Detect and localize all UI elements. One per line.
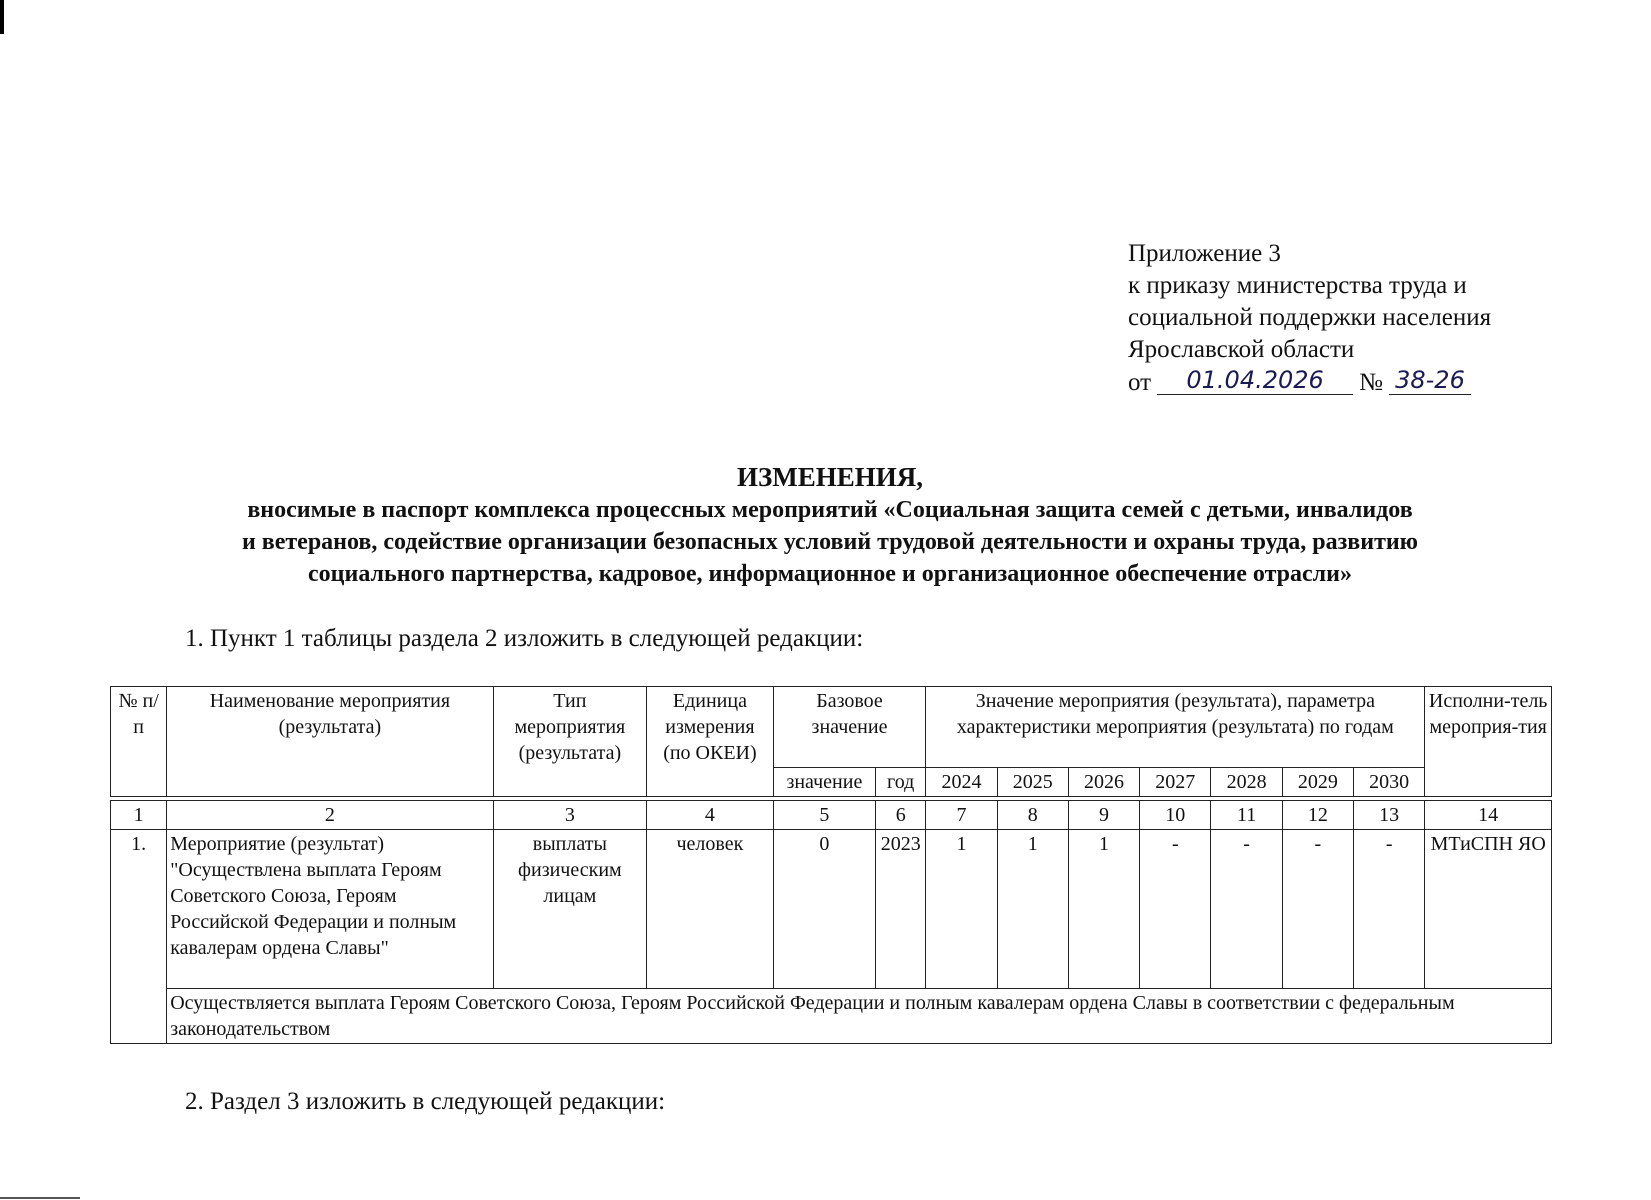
row-description: Осуществляется выплата Героям Советского Союза, Героям Российской Федерации и полным кавалерам ордена Славы в соответствии с федеральным законодательством [167, 989, 1552, 1044]
row-type: выплаты физическим лицам [493, 830, 647, 989]
title-main: ИЗМЕНЕНИЯ, [736, 462, 923, 492]
row-base-value: 0 [773, 830, 875, 989]
from-label: от [1128, 369, 1152, 396]
header-type: Тип мероприятия (результата) [493, 687, 647, 797]
column-number: 6 [876, 801, 926, 830]
column-number: 10 [1140, 801, 1211, 830]
events-table [110, 686, 1552, 1044]
table-row [111, 830, 1552, 989]
header-year: 2026 [1068, 768, 1139, 797]
header-name: Наименование мероприятия (результата) [167, 687, 493, 797]
scan-edge-mark [0, 0, 4, 34]
appendix-line-2: к приказу министерства труда и [1128, 272, 1467, 299]
column-number: 4 [647, 801, 774, 830]
number-label: № [1359, 369, 1383, 396]
appendix-line-3: социальной поддержки населения [1128, 304, 1492, 331]
row-year-value: - [1211, 830, 1282, 989]
header-unit: Единица измерения (по ОКЕИ) [647, 687, 774, 797]
column-number-row [111, 801, 1552, 830]
header-executor: Исполни-тель мероприя-тия [1425, 687, 1552, 797]
row-num: 1. [111, 830, 167, 1044]
header-num: № п/п [111, 687, 167, 797]
header-year: 2029 [1282, 768, 1353, 797]
appendix-line-1: Приложение 3 [1128, 240, 1281, 267]
row-year-value: - [1354, 830, 1425, 989]
order-date-number-row [1128, 366, 1491, 399]
column-number: 1 [111, 801, 167, 830]
column-number: 12 [1282, 801, 1353, 830]
handwritten-date: 01.04.2026 [1157, 366, 1353, 395]
column-number: 11 [1211, 801, 1282, 830]
column-number: 3 [493, 801, 647, 830]
appendix-block [1128, 238, 1491, 399]
column-number: 8 [997, 801, 1068, 830]
header-year: 2024 [926, 768, 997, 797]
row-year-value: 1 [1068, 830, 1139, 989]
header-values: Значение мероприятия (результата), параметра характеристики мероприятия (результата) по годам [926, 687, 1425, 768]
column-number: 2 [167, 801, 493, 830]
row-year-value: - [1140, 830, 1211, 989]
handwritten-number: 38-26 [1389, 366, 1471, 395]
column-number: 9 [1068, 801, 1139, 830]
row-year-value: - [1282, 830, 1353, 989]
title-sub-line-2: и ветеранов, содействие организации безопасных условий трудовой деятельности и охраны труда, развитию [241, 529, 1419, 555]
title-sub-line-1: вносимые в паспорт комплекса процессных мероприятий «Социальная защита семей с детьми, инвалидов [247, 497, 1413, 523]
title-sub-line-3: социального партнерства, кадровое, информационное и организационное обеспечение отрасли» [308, 561, 1352, 587]
header-row-1 [111, 687, 1552, 768]
column-number: 13 [1354, 801, 1425, 830]
appendix-line-4: Ярославской области [1128, 336, 1355, 363]
header-base-value: значение [773, 768, 875, 797]
document-title [110, 460, 1550, 590]
header-year: 2027 [1140, 768, 1211, 797]
header-year: 2030 [1354, 768, 1425, 797]
row-name: Мероприятие (результат) "Осуществлена выплата Героям Советского Союза, Героям Российской Федерации и полным кавалерам ордена Славы" [167, 830, 493, 989]
column-number: 7 [926, 801, 997, 830]
header-year: 2025 [997, 768, 1068, 797]
header-year: 2028 [1211, 768, 1282, 797]
item-2-text: 2. Раздел 3 изложить в следующей редакции: [185, 1088, 666, 1115]
table-row-description [111, 989, 1552, 1044]
row-year-value: 1 [997, 830, 1068, 989]
header-base-year: год [876, 768, 926, 797]
item-1-text: 1. Пункт 1 таблицы раздела 2 изложить в следующей редакции: [185, 625, 864, 652]
row-unit: человек [647, 830, 774, 989]
scan-bottom-mark [0, 1197, 80, 1199]
row-year-value: 1 [926, 830, 997, 989]
row-executor: МТиСПН ЯО [1425, 830, 1552, 989]
header-base: Базовое значение [773, 687, 926, 768]
column-number: 5 [773, 801, 875, 830]
column-number: 14 [1425, 801, 1552, 830]
row-base-year: 2023 [876, 830, 926, 989]
